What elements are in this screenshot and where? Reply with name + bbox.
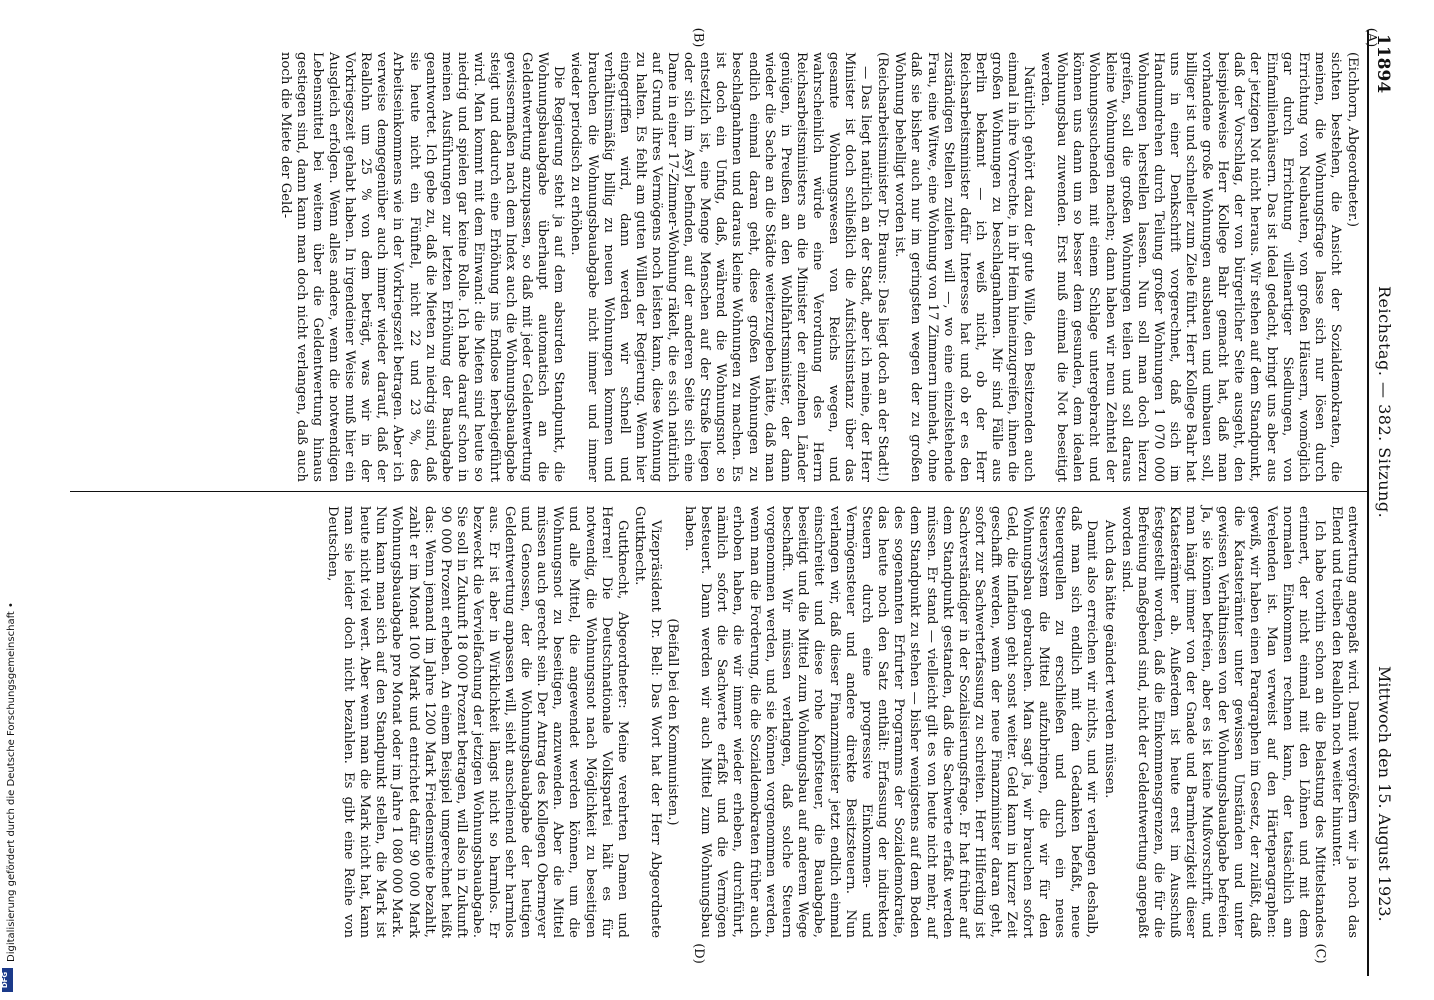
paragraph: — Das liegt natürlich an der Stadt, aber ich meine, der Herr Minister ist doch schließlich die Aufsichtsinstanz über das gesamte Wohnungswesen von Reichs wegen, und wahrscheinlich würde eine Verordnung des Herrn Reichsarbeitsministers an die Minister der einzelnen Länder genügen, in Preußen an den Wohlfahrtsminister, der dann wieder die Sache an die Städte weiterzugeben hätte, daß man endlich einmal daran geht, diese großen Wohnungen zu beschlagnahmen und daraus kleine Wohnungen zu machen. Es ist doch ein Unfug, daß, während die Wohnungsnot so entsetzlich ist, eine Menge Menschen auf der Straße liegen oder sich im Asyl befinden, auf der anderen Seite sich eine Dame in einer 17-Zimmer-Wohnung räkelt, die es sich natürlich auf Grund ihres Vermögens noch leisten kann, diese Wohnung zu halten. Es fehlt am guten Willen der Regierung. Wenn hier eingegriffen wird, dann werden wir schnell und verhältnismäßig billig zu neuen Wohnungen kommen und brauchen die Wohnungsbauabgabe nicht immer und immer wieder periodisch zu erhöhen. xyxy=(568,52,874,482)
paragraph: entwertung angepaßt wird. Damit vergrößern wir ja noch das Elend und treiben den Reallohn noch weiter hinunter. xyxy=(1328,506,1360,938)
column-divider xyxy=(70,491,1368,492)
margin-mark-c: (C) xyxy=(1312,943,1328,964)
margin-mark-a: (A) xyxy=(1363,27,1379,48)
column-right xyxy=(70,506,1360,938)
dfg-logo: DFG xyxy=(2,968,13,992)
margin-mark-d: (D) xyxy=(690,943,706,964)
column-left xyxy=(70,52,1360,482)
header-date: Mittwoch den 15. August 1923. xyxy=(1375,666,1394,922)
applause-note: (Beifall bei den Kommunisten.) xyxy=(665,618,681,826)
paragraph: Ich habe vorhin schon an die Belastung des Mittelstandes erinnert, der nicht einmal mit den Löhnen und mit dem normalen Einkommen rechnen kann, der tatsächlich am Verelenden ist. Man verweist auf den Härteparagraphen: gewiß, wir haben einen Paragraphen im Gesetz, der zuläßt, daß die Katasterämter unter gewissen Umständen und unter gewissen Verhältnissen von der Wohnungsbauabgabe befreien. Ja, sie können befreien, aber es ist keine Mußvorschrift, und man hängt immer von der Gnade und Barmherzigkeit dieser Katasterämter ab. Außerdem ist heute erst im Ausschuß festgestellt worden, daß die Einkommensgrenzen, die für die Befreiung maßgebend sind, nicht der Geldentwertung angepaßt worden sind. xyxy=(1118,506,1327,938)
paragraph: Auch das hätte geändert werden müssen. xyxy=(1101,520,1117,799)
running-header: Reichstag. — 382. Sitzung. xyxy=(1375,286,1394,519)
digitization-credit: Digitalisierung gefördert durch die Deutsche Forschungsgemeinschaft • xyxy=(6,602,17,962)
paragraph: Damit also erreichen wir nichts, und wir verlangen deshalb, daß man sich endlich mit dem Gedanken befaßt, neue Steuerquellen zu erschließen und durch ein neues Steuersystem die Mittel aufzubringen, die wir für den Wohnungsbau gebrauchen. Man sagt ja, wir brauchen sofort Geld, die Inflation geht sonst weiter. Geld kann in kurzer Zeit geschafft werden, wenn der neue Finanzminister daran geht, sofort zur Sachwerterfassung zu schreiten. Herr Hilferding ist Sachverständiger in der Sozialisierungsfrage. Er hat früher auf dem Standpunkt gestanden, daß die Sachwerte erfaßt werden müssen. Er stand — vielleicht gilt es von heute nicht mehr, auf dem Standpunkt zu stehen — bisher wenigstens auf dem Boden des sogenannten Erfurter Programms der Sozialdemokratie, das heute noch den Satz enthält: Erfassung der indirekten Steuern durch eine progressive Einkommen- und Vermögensteuer und andere direkte Besitzsteuern. Nun verlangen wir, daß dieser Finanzminister jetzt endlich einmal einschreitet und diese rohe Kopfsteuer, die Bauabgabe, beseitigt und die Mittel zum Wohnungsbau auf anderem Wege beschafft. Wir müssen verlangen, daß solche Steuern vorgenommen werden, und sie können vorgenommen werden, wenn man die Forderung, die die Sozialdemokraten früher auch erhoben haben, die wir immer wieder erheben, durchführt, nämlich sofort die Sachwerte erfaßt und die Vermögen besteuert. Dann werden wir auch Mittel zum Wohnungsbau haben. xyxy=(682,506,1100,938)
header-rule xyxy=(1367,30,1369,976)
interjection: (Reichsarbeitsminister Dr. Brauns: Das liegt doch an der Stadt!) xyxy=(875,52,891,482)
margin-mark-b: (B) xyxy=(690,27,706,48)
paragraph: Natürlich gehört dazu der gute Wille, den Besitzenden auch einmal in ihre Vorrechte, in ihr Heim hineinzugreifen, ihnen die großen Wohnungen zu beschlagnahmen. Mir sind Fälle aus Berlin bekannt — ich weiß nicht, ob der Herr Reichsarbeitsminister dafür Interesse hat und ob er es den zuständigen Stellen zuleiten will —, wo eine einzelstehende Frau, eine Witwe, eine Wohnung von 17 Zimmern innehat, ohne daß sie bisher auch nur im geringsten wegen der zu großen Wohnung behelligt worden ist. xyxy=(892,52,1037,482)
vice-president-remark: Vizepräsident Dr. Bell: Das Wort hat der Herr Abgeordnete Guttknecht. xyxy=(631,506,663,938)
page-number: 11894 xyxy=(1373,34,1393,94)
speaker-heading: (Eichhorn, Abgeordneter.) xyxy=(1345,52,1360,227)
paragraph: Die Regierung steht ja auf dem absurden Standpunkt, die Wohnungsbauabgabe überhaupt automatisch an die Geldentwertung anzupassen, so daß mit jeder Geldentwertung gewissermaßen nach dem Index auch die Wohnungsbauabgabe steigt und dadurch eine Erhöhung ins Endlose herbeigeführt wird. Man kommt mit dem Einwand: die Mieten sind heute so niedrig und spielen gar keine Rolle. Ich habe darauf schon in meinen Ausführungen zur letzten Erhöhung der Bauabgabe geantwortet. Ich gebe zu, daß die Mieten zu niedrig sind, daß sie heute nicht ein Fünftel, nicht 22 und 23 %, des Arbeitseinkommens wie in der Vorkriegszeit betragen. Aber ich verweise demgegenüber auch immer wieder darauf, daß der Reallohn um 25 % von dem beträgt, was wir in der Vorkriegszeit gehabt haben. In irgendeiner Weise muß hier ein Ausgleich erfolgen. Wenn alles andere, wenn die notwendigen Lebensmittel bei weitem über die Geldentwertung hinaus gestiegen sind, dann kann man doch nicht verlangen, daß auch noch die Miete der Geld- xyxy=(277,52,567,482)
paragraph: sichten bestehen, die Ansicht der Sozialdemokraten, die meinen, die Wohnungsfrage lasse sich nur lösen durch Errichtung von Neubauten, von großen Häusern, womöglich gar durch Errichtung villenartiger Siedlungen, von Einfamilienhäusern. Das ist ideal gedacht, bringt uns aber aus der jetzigen Not nicht heraus. Wir stehen auf dem Standpunkt, daß der Vorschlag, der von bürgerlicher Seite ausgeht, den beispielsweise Herr Kollege Bahr gemacht hat, daß man vorhandene große Wohnungen ausbauen und umbauen soll, billiger ist und schneller zum Ziele führt. Herr Kollege Bahr hat uns in einer Denkschrift vorgerechnet, daß sich im Handumdrehen durch Teilung großer Wohnungen 1 070 000 Wohnungen herstellen lassen. Nun soll man doch hierzu greifen, soll die großen Wohnungen teilen und soll daraus kleine Wohnungen machen; dann haben wir neun Zehntel der Wohnungssuchenden mit einem Schlage untergebracht und können uns dann um so besser dem gesunden, dem idealen Wohnungsbau zuwenden. Erst muß einmal die Not beseitigt werden. xyxy=(1038,52,1343,482)
paragraph: Guttknecht, Abgeordneter: Meine verehrten Damen und Herren! Die Deutschnationale Volkspartei hält es für notwendig, die Wohnungsnot nach Möglichkeit zu beseitigen und alle Mittel, die angewendet werden können, um die Wohnungsnot zu beseitigen, anzuwenden. Aber die Mittel müssen auch gerecht sein. Der Antrag des Kollegen Obermeyer und Genossen, der die Wohnungsbauabgabe der heutigen Geldentwertung anpassen will, sieht anscheinend sehr harmlos aus. Er ist aber in Wirklichkeit längst nicht so harmlos. Er bezweckt die Vervielfachung der jetzigen Wohnungsbauabgabe. Sie soll in Zukunft 18 000 Prozent betragen, will also in Zukunft 90 000 Prozent erheben. An einem Beispiel umgerechnet heißt das: Wenn jemand im Jahre 1200 Mark Friedensmiete bezahlt, zahlt er im Monat 100 Mark und entrichtet dafür 90 000 Mark Wohnungsbauabgabe pro Monat oder im Jahre 1 080 000 Mark. Nun kann man sich auf den Standpunkt stellen, die Mark ist heute nicht viel wert. Aber wenn man die Mark nicht hat, kann man sie leider doch nicht bezahlen. Es gibt eine Reihe von Deutschen, xyxy=(325,506,630,938)
